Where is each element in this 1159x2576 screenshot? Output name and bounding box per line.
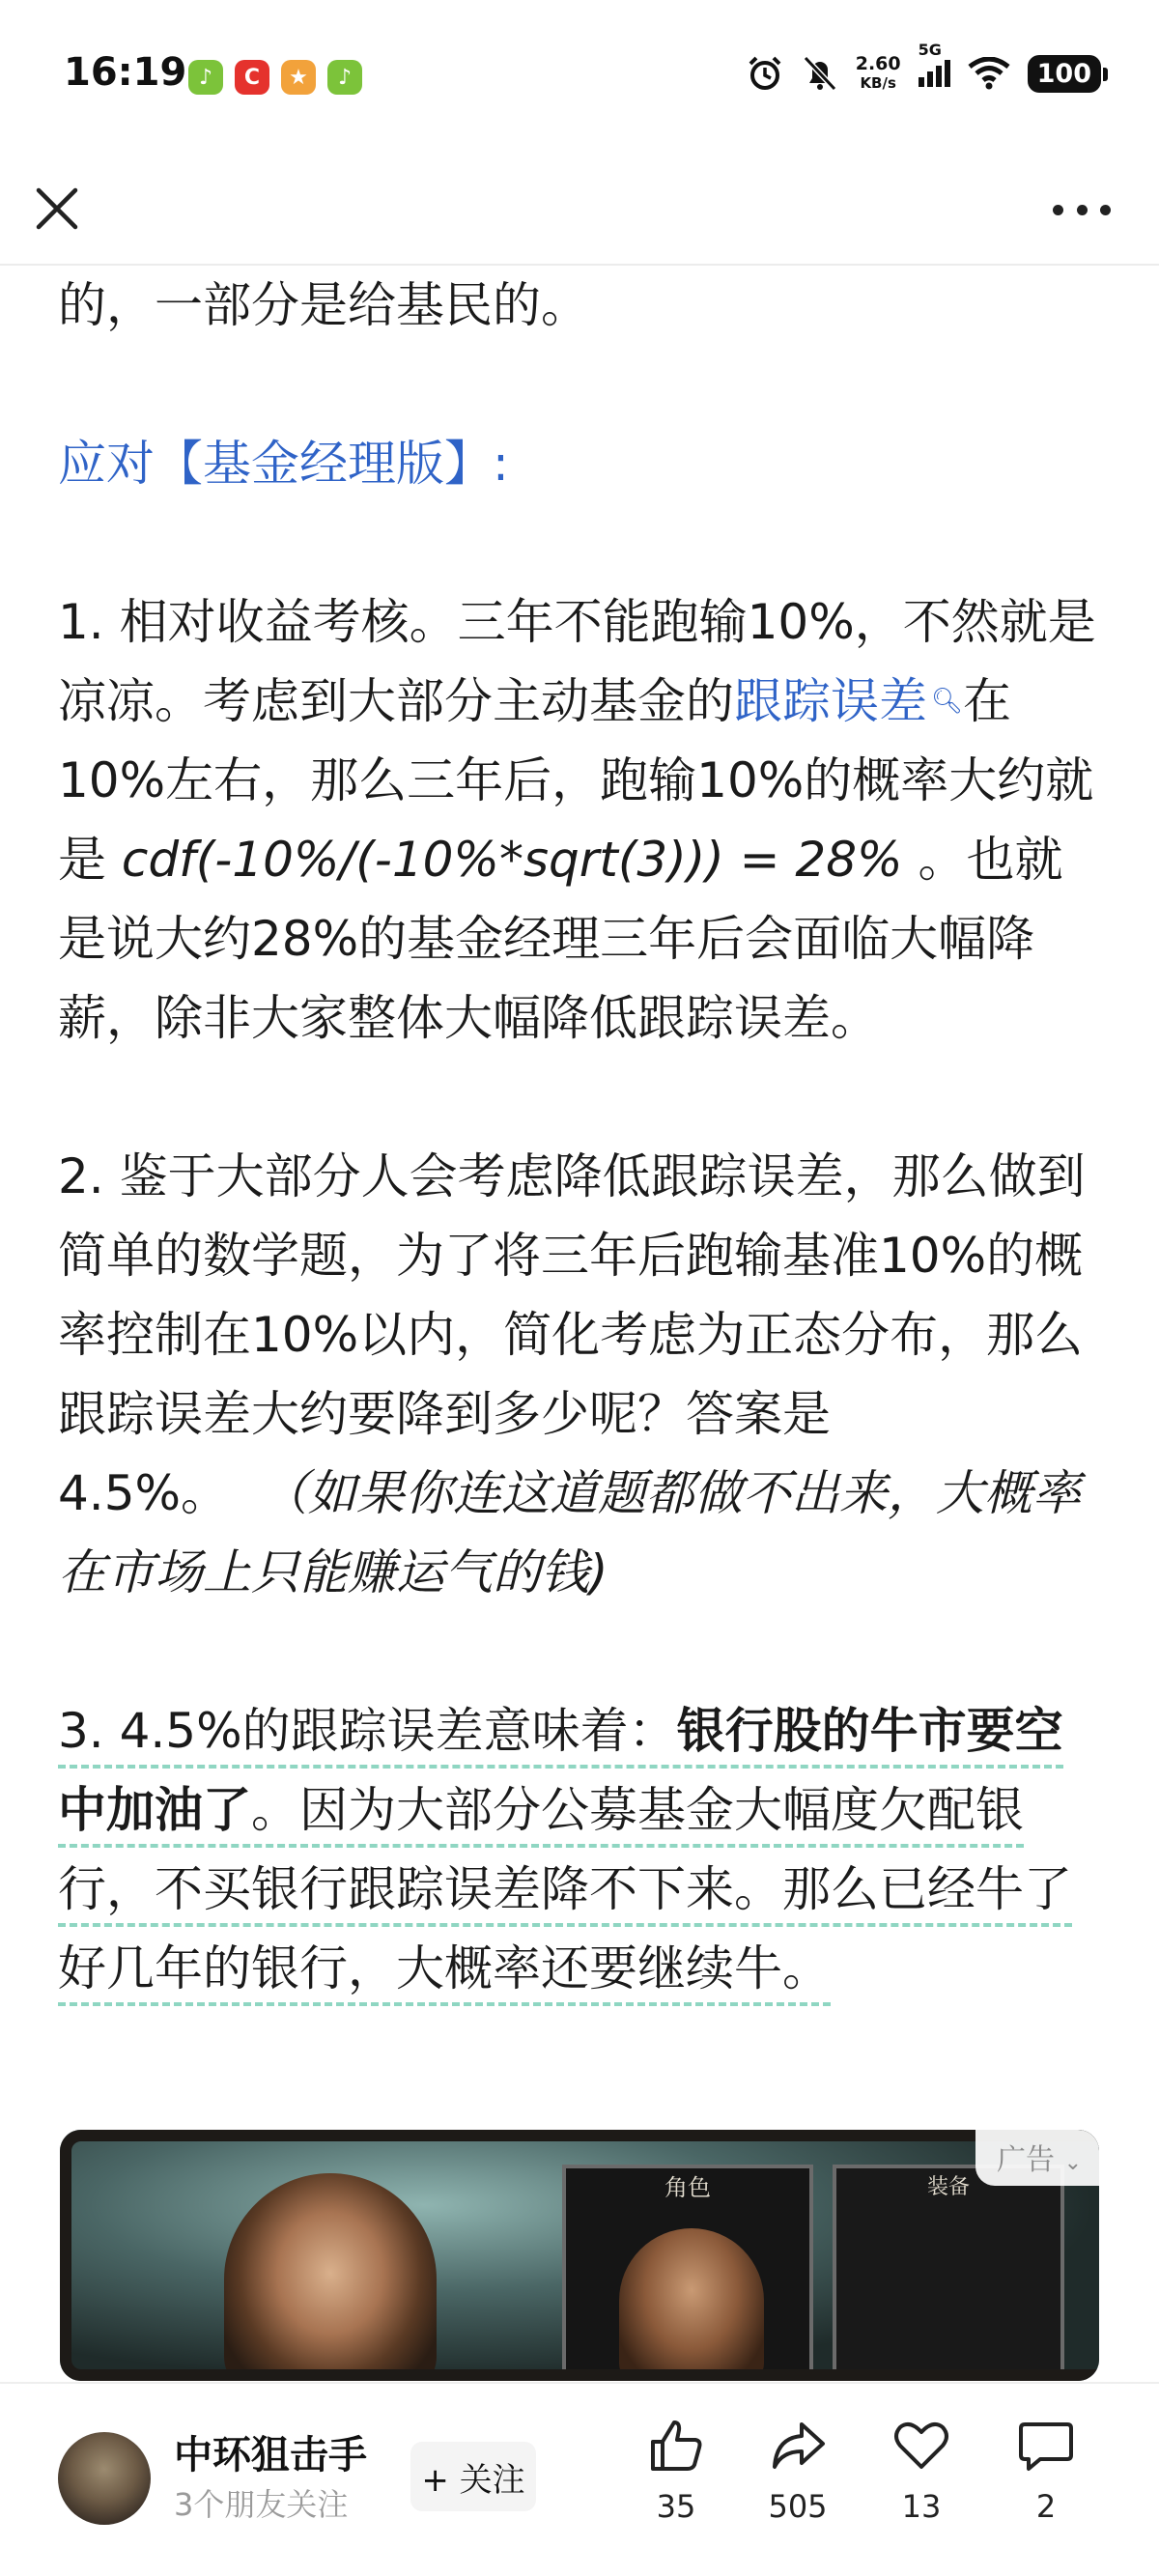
notification-app-icons: [188, 60, 362, 95]
network-type: 5G: [918, 41, 942, 59]
p3-text-a: 3. 4.5%的跟踪误差意味着：: [58, 1703, 677, 1759]
follow-button[interactable]: + 关注: [410, 2442, 536, 2511]
like-action[interactable]: [618, 2417, 734, 2525]
signal-bar-3: [936, 66, 942, 87]
signal-bar-2: [927, 71, 933, 87]
more-dot: [1053, 205, 1063, 215]
status-time: 16:19: [64, 50, 187, 95]
app-icon-1: ♪: [188, 60, 223, 95]
net-speed: [856, 54, 901, 93]
top-nav: [0, 159, 1159, 266]
status-bar: [0, 0, 1159, 159]
author-name[interactable]: 中环狙击手: [174, 2433, 367, 2477]
signal: [918, 41, 950, 87]
article-paragraph-3: [58, 1691, 1101, 2008]
app-icon-3: ★: [281, 60, 316, 95]
avatar[interactable]: [58, 2432, 151, 2525]
favorite-action[interactable]: [863, 2417, 979, 2525]
ad-banner[interactable]: [60, 2130, 1099, 2381]
chevron-down-icon: ⌄: [1063, 2151, 1082, 2175]
share-icon: [769, 2417, 827, 2475]
share-action[interactable]: [740, 2417, 856, 2525]
ad-panel-title: 角色: [664, 2174, 711, 2201]
ad-badge-label: 广告: [997, 2143, 1056, 2177]
net-speed-value: 2.60: [855, 53, 901, 74]
comment-action[interactable]: [988, 2417, 1104, 2525]
like-count: 35: [656, 2488, 696, 2525]
share-count: 505: [768, 2488, 828, 2525]
p1-text-a: 1. 相对收益考核。三年不能跑输10%，不然就是凉凉。考虑到大部分主动基金的: [58, 594, 1096, 729]
signal-bar-1: [919, 77, 924, 87]
more-icon[interactable]: [1053, 198, 1111, 221]
article-line-0: 的，一部分是给基民的。: [58, 277, 589, 333]
tracking-error-link[interactable]: [734, 673, 963, 729]
tracking-error-link-text: 跟踪误差: [734, 673, 927, 729]
alarm-icon: [746, 54, 784, 93]
article-heading: 应对【基金经理版】:: [58, 436, 509, 492]
bottom-action-bar: [0, 2382, 1159, 2576]
p3-bold-text: 银行股的牛市要空中加油了: [58, 1703, 1063, 1838]
p3-highlight[interactable]: [58, 1703, 1072, 2006]
app-icon-2: C: [235, 60, 269, 95]
comment-icon: [1017, 2417, 1075, 2475]
article-paragraph-2: [58, 1137, 1101, 1612]
mute-bell-icon: [802, 54, 838, 93]
p1-text-b: 在10%左右，那么三年后，跑输10%的概率大约就是: [58, 673, 1094, 888]
ad-badge[interactable]: [975, 2130, 1099, 2186]
ad-panel2-title: 装备: [926, 2175, 970, 2199]
p2-text-a: 2. 鉴于大部分人会考虑降低跟踪误差，那么做到简单的数学题，为了将三年后跑输基准10%的概率控制在10%以内，简化考虑为正态分布，那么跟踪误差大约要降到多少呢？答案是4.5%。: [58, 1148, 1086, 1521]
p1-text-c: 。也就是说大约28%的基金经理三年后会面临大幅降薪，除非大家整体大幅降低跟踪误差。: [58, 832, 1063, 1046]
p3-text-b: 。因为大部分公募基金大幅度欠配银行，不买银行跟踪误差降不下来。那么已经牛了好几年的银行，大概率还要继续牛。: [58, 1782, 1072, 1996]
heart-icon: [892, 2417, 950, 2475]
battery-indicator: 100: [1028, 55, 1101, 93]
ad-frame: [60, 2130, 1099, 2381]
search-icon: 🔍︎: [931, 687, 964, 716]
wifi-icon: [968, 57, 1010, 90]
status-right: [746, 41, 1101, 93]
p2-italic-note: （如果你连这道题都做不出来，大概率在市场上只能赚运气的钱): [58, 1465, 1081, 1600]
author-followers-note: 3个朋友关注: [174, 2486, 349, 2523]
article-paragraph-1: [58, 582, 1101, 1058]
signal-bar-4: [945, 60, 950, 87]
app-icon-4: ♪: [327, 60, 362, 95]
thumbs-up-icon: [647, 2417, 705, 2475]
more-dot: [1077, 205, 1088, 215]
net-speed-unit: KB/s: [860, 74, 896, 92]
close-icon[interactable]: [31, 183, 83, 235]
more-dot: [1100, 205, 1111, 215]
favorite-count: 13: [901, 2488, 942, 2525]
comment-count: 2: [1035, 2488, 1057, 2525]
p1-formula: cdf(-10%/(-10%*sqrt(3))) = 28%: [121, 832, 903, 888]
article-body: [58, 266, 1101, 2008]
